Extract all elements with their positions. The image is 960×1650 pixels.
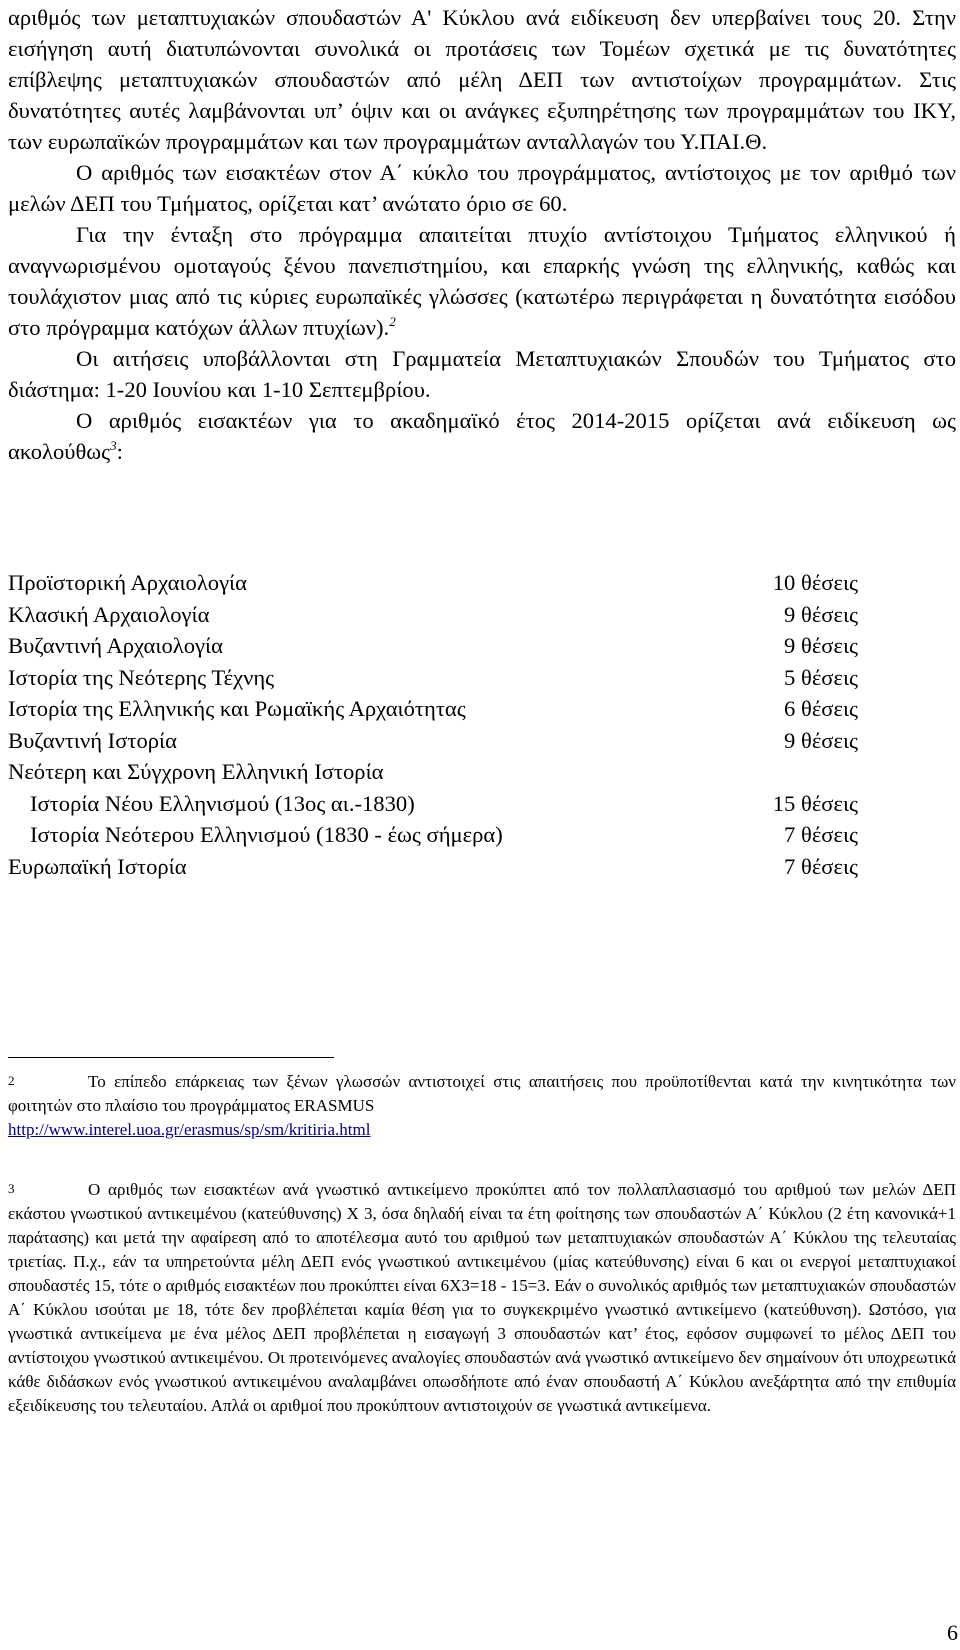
footnote-number: 3 — [8, 1181, 15, 1196]
footnote-separator — [8, 1057, 334, 1058]
paragraph-quota-intro — [8, 405, 956, 467]
paragraph-admission-limit: Ο αριθμός των εισακτέων στον Α΄ κύκλο του προγράμματος, αντίστοιχος με τον αριθμό των μελών ΔΕΠ του Τμήματος, ορίζεται κατ’ ανώτατο όριο σε 60. — [8, 160, 956, 216]
specialization-name: Βυζαντινή Αρχαιολογία — [8, 633, 223, 658]
footnote-body: Ο αριθμός των εισακτέων ανά γνωστικό αντικείμενο προκύπτει από τον πολλαπλασιασμό του αριθμού των μελών ΔΕΠ εκάστου γνωστικού αντικειμένου (κατεύθυνσης) Χ 3, όσα δηλαδή είναι τα έτη φοίτησης των σπουδαστών Α΄ Κύκλου (2 έτη κανονικά+1 παράτασης) και μετά την αφαίρεση από το αποτέλεσμα αυτό του αριθμού των μεταπτυχιακών σπουδαστών Α΄ Κύκλου της τελευταίας τριετίας. Π.χ., εάν τα υπηρετούντα μέλη ΔΕΠ ενός γνωστικού αντικειμένου (μίας κατεύθυνσης) είναι 6 και οι ενεργοί μεταπτυχιακοί σπουδαστές 15, τότε ο αριθμός εισακτέων που προκύπτει είναι 6Χ3=18 - 15=3. Εάν ο συνολικός αριθμός των μεταπτυχιακών σπουδαστών Α΄ Κύκλου ισούται με 18, τότε δεν προβλέπεται καμία θέση για το συγκεκριμένο γνωστικό αντικείμενο (κατεύθυνση). Ωστόσο, για γνωστικά αντικείμενα με ένα μέλος ΔΕΠ προβλέπεται η εισαγωγή 3 σπουδαστών κατ’ έτος, εφόσον συμφωνεί το μέλος ΔΕΠ του αντίστοιχου γνωστικού αντικειμένου. Οι προτεινόμενες αναλογίες σπουδαστών ανά γνωστικό αντικείμενο δεν σημαίνουν ότι υποχρεωτικά κάθε διδάσκων ενός γνωστικού αντικειμένου αναλαμβάνει οπωσδήποτε από έναν σπουδαστή Α΄ Κύκλου ανεξάρτητα από την επιθυμία εξειδίκευσης του τελευταίου. Απλά οι αριθμοί που προκύπτουν αντιστοιχούν σε γνωστικά αντικείμενα. — [8, 1180, 956, 1415]
paragraph-supervision: αριθμός των μεταπτυχιακών σπουδαστών Α' Κύκλου ανά ειδίκευση δεν υπερβαίνει τους 20. Στην εισήγηση αυτή διατυπώνονται συνολικά οι προτάσεις των Τομέων σχετικά με τις δυνατότητες επίβλεψης μεταπτυχιακών σπουδαστών από μέλη ΔΕΠ των αντιστοίχων προγραμμάτων. Στις δυνατότητες αυτές λαμβάνονται υπ’ όψιν και οι ανάγκες εξυπηρέτησης των προγραμμάτων του ΙΚΥ, των ευρωπαϊκών προγραμμάτων και των προγραμμάτων ανταλλαγών του Υ.ΠΑΙ.Θ. — [8, 5, 956, 154]
paragraph-applications: Οι αιτήσεις υποβάλλονται στη Γραμματεία Μεταπτυχιακών Σπουδών του Τμήματος στο διάστημα: 1-20 Ιουνίου και 1-10 Σεπτεμβρίου. — [8, 346, 956, 402]
footnote-3-text — [8, 1177, 956, 1418]
quota-row — [8, 725, 858, 757]
footnote-ref-2[interactable]: 2 — [389, 314, 396, 329]
specialization-name: Ιστορία Νεότερου Ελληνισμού (1830 - έως σήμερα) — [30, 822, 503, 847]
requirements-text: Για την ένταξη στο πρόγραμμα απαιτείται πτυχίο αντίστοιχου Τμήματος ελληνικού ή αναγνωρισμένου ομοταγούς ξένου πανεπιστημίου, και επαρκής γνώση της ελληνικής, καθώς και τουλάχιστον μιας από τις κύριες ευρωπαϊκές γλώσσες (κατωτέρω περιγράφεται η δυνατότητα εισόδου στο πρόγραμμα κατόχων άλλων πτυχίων). — [8, 222, 956, 340]
quota-row — [8, 567, 858, 599]
body-text — [8, 2, 956, 467]
quota-intro-colon: : — [116, 439, 123, 464]
quota-group-row — [8, 756, 858, 788]
erasmus-link[interactable]: http://www.interel.uoa.gr/erasmus/sp/sm/kritiria.html — [8, 1120, 371, 1139]
specialization-group-name: Νεότερη και Σύγχρονη Ελληνική Ιστορία — [8, 759, 384, 784]
quota-row — [8, 662, 858, 694]
quota-row — [8, 851, 858, 883]
quota-subrow — [8, 788, 858, 820]
quota-row — [8, 693, 858, 725]
specialization-name: Ιστορία της Νεότερης Τέχνης — [8, 664, 275, 690]
quota-intro-text: Ο αριθμός εισακτέων για το ακαδημαϊκό έτος 2014-2015 ορίζεται ανά ειδίκευση ως ακολούθως — [8, 408, 956, 464]
quota-row — [8, 630, 858, 662]
positions-count: 9 θέσεις — [784, 601, 858, 627]
quota-list — [8, 567, 858, 882]
positions-count: 10 θέσεις — [772, 570, 858, 595]
page-number: 6 — [947, 1620, 958, 1645]
positions-count: 15 θέσεις — [772, 790, 858, 816]
specialization-name: Κλασική Αρχαιολογία — [8, 601, 210, 627]
specialization-name: Ιστορία της Ελληνικής και Ρωμαϊκής Αρχαιότητας — [8, 696, 466, 721]
footnote-number: 2 — [8, 1073, 15, 1088]
positions-count: 7 θέσεις — [784, 822, 858, 847]
positions-count: 5 θέσεις — [784, 664, 858, 690]
footnote-2 — [8, 1069, 956, 1142]
quota-row — [8, 599, 858, 631]
paragraph-requirements — [8, 219, 956, 343]
footnote-3 — [8, 1177, 956, 1418]
quota-subrow — [8, 819, 858, 851]
footnote-2-text — [8, 1069, 956, 1142]
positions-count: 7 θέσεις — [784, 853, 858, 879]
specialization-name: Ευρωπαϊκή Ιστορία — [8, 853, 187, 879]
positions-count: 9 θέσεις — [784, 633, 858, 658]
specialization-name: Βυζαντινή Ιστορία — [8, 727, 177, 753]
positions-count: 6 θέσεις — [784, 696, 858, 721]
positions-count: 9 θέσεις — [784, 727, 858, 753]
specialization-name: Ιστορία Νέου Ελληνισμού (13ος αι.-1830) — [30, 790, 415, 816]
specialization-name: Προϊστορική Αρχαιολογία — [8, 570, 247, 595]
footnote-body: Το επίπεδο επάρκειας των ξένων γλωσσών αντιστοιχεί στις απαιτήσεις που προϋποτίθενται κατά την κινητικότητα των φοιτητών στο πλαίσιο του προγράμματος ERASMUS — [8, 1072, 956, 1115]
footnote-ref-3[interactable]: 3 — [110, 438, 117, 453]
